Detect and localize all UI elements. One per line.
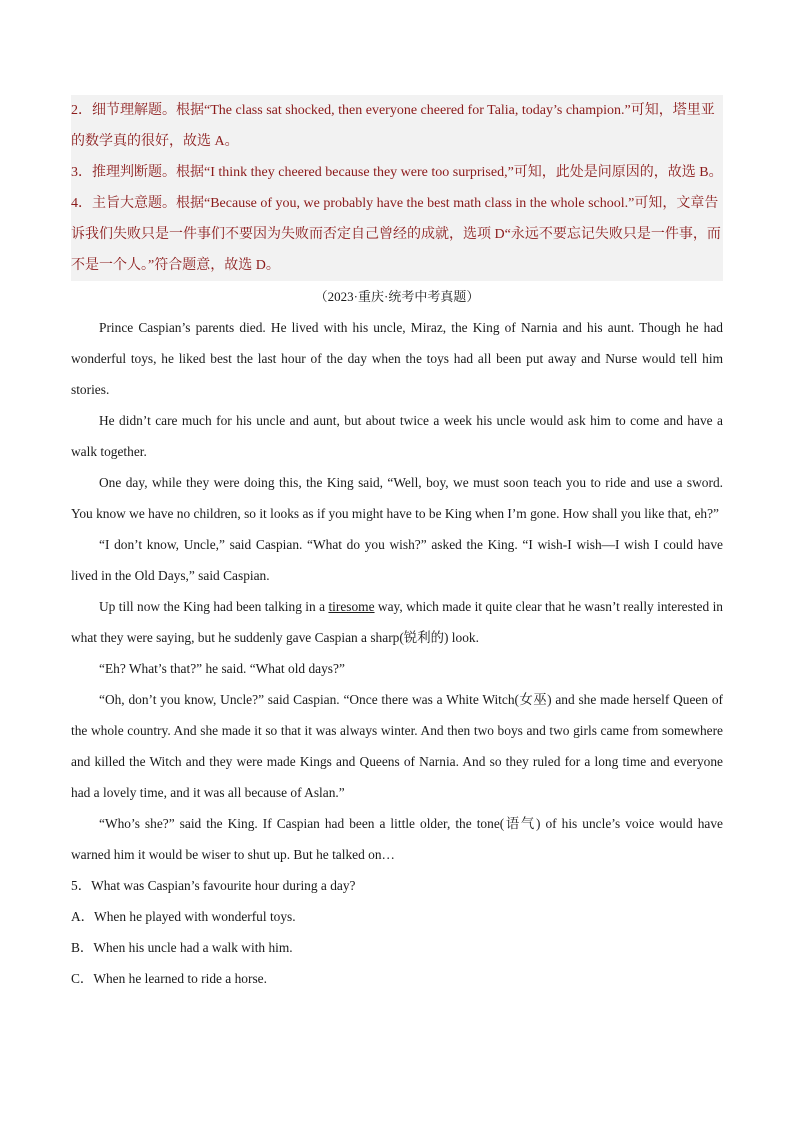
answer-4: 4．主旨大意题。根据“Because of you, we probably have the best math class in the whole school.”可知，文章告诉我们失败只是一件事们不要因为失败而否定自己曾经的成就，选项 D“永远不要忘记失败只是一件事，而不是一个人。”符合题意，故选 D。 [71,196,721,273]
answer-3: 3．推理判断题。根据“I think they cheered because they were too surprised,”可知，此处是问原因的，故选 B。 [71,165,723,180]
source-label: （2023·重庆·统考中考真题） [314,289,480,304]
passage-paragraph-5 [71,591,723,653]
option-a: A．When he played with wonderful toys. [71,909,296,924]
passage-paragraph-4: “I don’t know, Uncle,” said Caspian. “What do you wish?” asked the King. “I wish-I wish—I wish I could have lived in the Old Days,” said Caspian. [71,537,723,583]
underlined-word: tiresome [328,599,375,614]
passage-paragraph-2: He didn’t care much for his uncle and aunt, but about twice a week his uncle would ask him to come and have a walk together. [71,413,723,459]
passage-paragraph-6: “Eh? What’s that?” he said. “What old days?” [99,661,345,676]
p5-after: way, which made it quite clear that he wasn’t really interested in what they were saying, but he suddenly gave Caspian a sharp(锐利的) look. [71,599,723,645]
question-5: 5．What was Caspian’s favourite hour during a day? [71,878,356,893]
option-b: B．When his uncle had a walk with him. [71,940,293,955]
p5-before: Up till now the King had been talking in a [99,599,329,614]
option-c: C．When he learned to ride a horse. [71,971,267,986]
passage-paragraph-8: “Who’s she?” said the King. If Caspian had been a little older, the tone(语气) of his uncle’s voice would have warned him it would be wiser to shut up. But he talked on… [71,816,723,862]
answer-explanation-box [71,95,723,281]
passage-paragraph-7: “Oh, don’t you know, Uncle?” said Caspian. “Once there was a White Witch(女巫) and she made herself Queen of the whole country. And she made it so that it was always winter. And then two boys and two girls came from somewhere and killed the Witch and they were made Kings and Queens of Narnia. And so they ruled for a long time and everyone had a lovely time, and it was all because of Aslan.” [71,692,723,800]
passage-paragraph-1: Prince Caspian’s parents died. He lived with his uncle, Miraz, the King of Narnia and his aunt. Though he had wonderful toys, he liked best the last hour of the day when the toys had all been put away and Nurse would tell him stories. [71,320,723,397]
answer-2: 2．细节理解题。根据“The class sat shocked, then everyone cheered for Talia, today’s champion.”可知，塔里亚的数学真的很好，故选 A。 [71,103,715,149]
document-page [71,95,723,994]
passage-paragraph-3: One day, while they were doing this, the King said, “Well, boy, we must soon teach you to ride and use a sword. You know we have no children, so it looks as if you might have to be King when I’m gone. How shall you like that, eh?” [71,475,723,521]
